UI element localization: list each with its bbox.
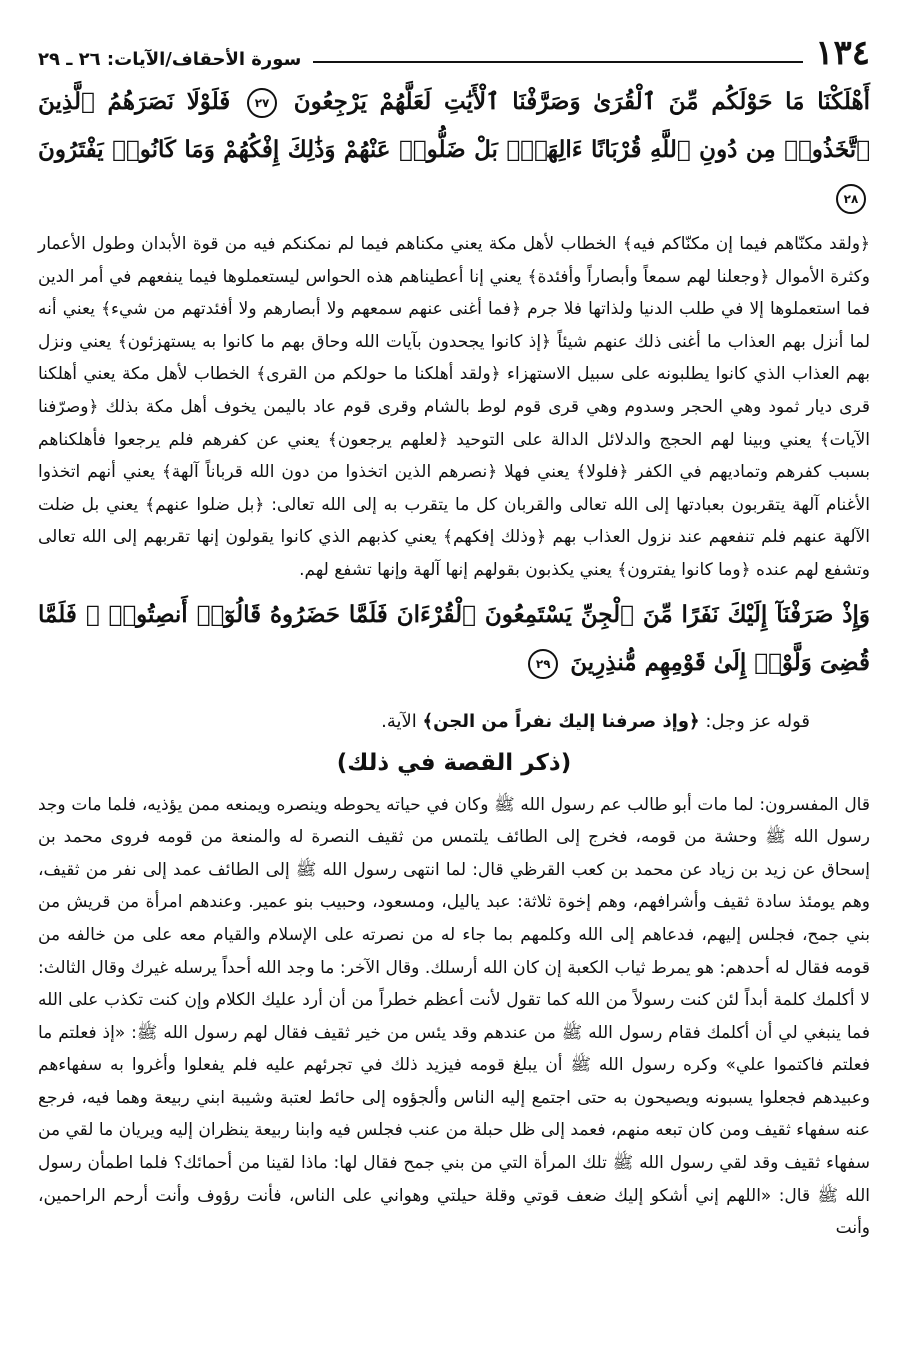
tafsir-text: [38, 228, 870, 587]
verse-number-29: ٢٩: [528, 649, 558, 679]
verse-number-28: ٢٨: [836, 184, 866, 214]
quran-verses-26-28: [38, 78, 870, 222]
section-heading: (ذكر القصة في ذلك): [336, 749, 572, 776]
verse-text-29: وَإِذْ صَرَفْنَآ إِلَيْكَ نَفَرًا مِّنَ ٱلْجِنِّ يَسْتَمِعُونَ ٱلْقُرْءَانَ فَلَمَّا حَضَرُوهُ قَالُوٓا۟ أَنصِتُوا۟ ۖ فَلَمَّا قُضِىَ وَلَّوْا۟ إِلَىٰ قَوْمِهِم مُّنذِرِينَ: [38, 600, 870, 676]
intro-quote: ﴿وإذ صرفنا إليك نفراً من الجن﴾: [422, 710, 700, 732]
header-rule: [313, 61, 803, 63]
document-page: [38, 30, 870, 1362]
verse-text-28: فَلَوْلَا نَصَرَهُمُ ٱلَّذِينَ ٱتَّخَذُوا۟ مِن دُونِ ٱللَّهِ قُرْبَانًا ءَالِهَةًۢ بَلْ ضَلُّوا۟ عَنْهُمْ وَذَٰلِكَ إِفْكُهُمْ وَمَا كَانُوا۟ يَفْتَرُونَ: [38, 88, 870, 163]
story-paragraph: قال المفسرون: لما مات أبو طالب عم رسول الله ﷺ وكان في حياته يحوطه وينصره ويمنعه ممن يؤذيه، فلما مات وجد رسول الله ﷺ وحشة من قومه، فخرج إلى الطائف يلتمس من ثقيف النصرة له والمنعة من قومه فروى محمد بن إسحاق عن زيد بن زياد عن محمد بن كعب القرظي قال: لما انتهى رسول الله ﷺ إلى الطائف عمد إلى نفر من ثقيف، وهم يومئذ سادة ثقيف وأشرافهم، وهم إخوة ثلاثة: عبد ياليل، ومسعود، وحبيب بنو عمير. وعندهم امرأة من قريش من بني جمح، فجلس إليهم، فدعاهم إلى الله وكلمهم بما جاء له من نصرته على الإسلام والقيام معه على من خالفه من قومه فقال له أحدهم: هو يمرط ثياب الكعبة إن كان الله أرسلك. وقال الآخر: ما وجد الله أحداً يرسله غيرك وقال الثالث: لا أكلمك كلمة أبداً لئن كنت رسولاً من الله كما تقول لأنت أعظم خطراً من أن أرد عليك الكلام وإن كنت تكذب على الله فما ينبغي لي أن أكلمك فقام رسول الله ﷺ من عندهم وقد يئس من خير ثقيف فقال لهم رسول الله ﷺ: «إذ فعلتم ما فعلتم فاكتموا علي» وكره رسول الله ﷺ أن يبلغ قومه فيزيد ذلك في تجرئهم عليه فلم يفعلوا وأغروا به سفهاءهم وعبيدهم فجعلوا يسبونه ويصيحون به حتى اجتمع إليه الناس وألجؤوه إلى حائط لعتبة وشيبة ابني ربيعة وهما فيه، فرجع عنه سفهاء ثقيف ومن كان تبعه منهم، فعمد إلى ظل حبلة من عنب فجلس فيه وابنا ربيعة ينظران إليه ويريان ما لقي من سفهاء ثقيف وقد لقي رسول الله ﷺ تلك المرأة التي من بني جمح فقال لها: ماذا لقينا من أحمائك؟ فلما اطمأن رسول الله ﷺ قال: «اللهم إني أشكو إليك ضعف قوتي وقلة حيلتي وهواني على الناس، فأنت رؤوف وأنت أرحم الراحمين، وأنت: [38, 794, 870, 1239]
verse-text: أَهْلَكْنَا مَا حَوْلَكُم مِّنَ ٱلْقُرَىٰ وَصَرَّفْنَا ٱلْأَيَٰتِ لَعَلَّهُمْ يَرْجِعُونَ: [293, 88, 870, 115]
page-number: ١٣٤: [815, 33, 870, 73]
intro-suffix: الآية.: [381, 710, 417, 732]
intro-prefix: قوله عز وجل:: [705, 710, 810, 732]
verse-intro: [38, 705, 870, 739]
surah-title: سورة الأحقاف/الآيات: ٢٦ ـ ٢٩: [38, 49, 302, 70]
verse-number-27: ٢٧: [247, 88, 277, 118]
tafsir-paragraph: ﴿ولقد مكنّاهم فيما إن مكنّاكم فيه﴾ الخطاب لأهل مكة يعني مكناهم فيما لم نمكنكم فيه من قوة الأبدان وطول الأعمار وكثرة الأموال ﴿وجعلنا لهم سمعاً وأبصاراً وأفئدة﴾ يعني إنا أعطيناهم هذه الحواس ليستعملوها فيما ينفعهم في أمر الدين فما استعملوها إلا في طلب الدنيا ولذاتها فلا جرم ﴿فما أغنى عنهم سمعهم ولا أبصارهم ولا أفئدتهم من شيء﴾ يعني أنه لما أنزل بهم العذاب ما أغنى ذلك عنهم شيئاً ﴿إذ كانوا يجحدون بآيات الله وحاق بهم ما كانوا به يستهزئون﴾ يعني ونزل بهم العذاب الذي كانوا يطلبونه على سبيل الاستهزاء ﴿ولقد أهلكنا ما حولكم من القرى﴾ الخطاب لأهل مكة يعني أهلكنا قرى ديار ثمود وهي الحجر وسدوم وهي قرى قوم لوط بالشام وقرى قوم عاد باليمن يخوف أهل مكة بذلك ﴿وصرّفنا الآيات﴾ يعني وبينا لهم الحجج والدلائل الدالة على التوحيد ﴿لعلهم يرجعون﴾ يعني عن كفرهم فلم يرجعوا فأهلكناهم بسبب كفرهم وتماديهم في الكفر ﴿فلولا﴾ يعني فهلا ﴿نصرهم الذين اتخذوا من دون الله قرباناً آلهة﴾ يعني أنهم اتخذوا الأغنام آلهة يتقربون بعبادتها إلى الله تعالى والقربان كل ما يتقرب به إلى الله تعالى: ﴿بل ضلوا عنهم﴾ يعني بل ضلت الآلهة عنهم فلم تنفعهم عند نزول العذاب بهم ﴿وذلك إفكهم﴾ يعني كذبهم الذي كانوا يقولون إنها تقربهم إلى الله تعالى وتشفع لهم عنده ﴿وما كانوا يفترون﴾ يعني يكذبون بقولهم إنها آلهة وإنها تشفع لهم.: [38, 234, 870, 580]
page-header: [38, 30, 870, 73]
quran-verse-29: [38, 591, 870, 687]
story-text: [38, 789, 870, 1245]
